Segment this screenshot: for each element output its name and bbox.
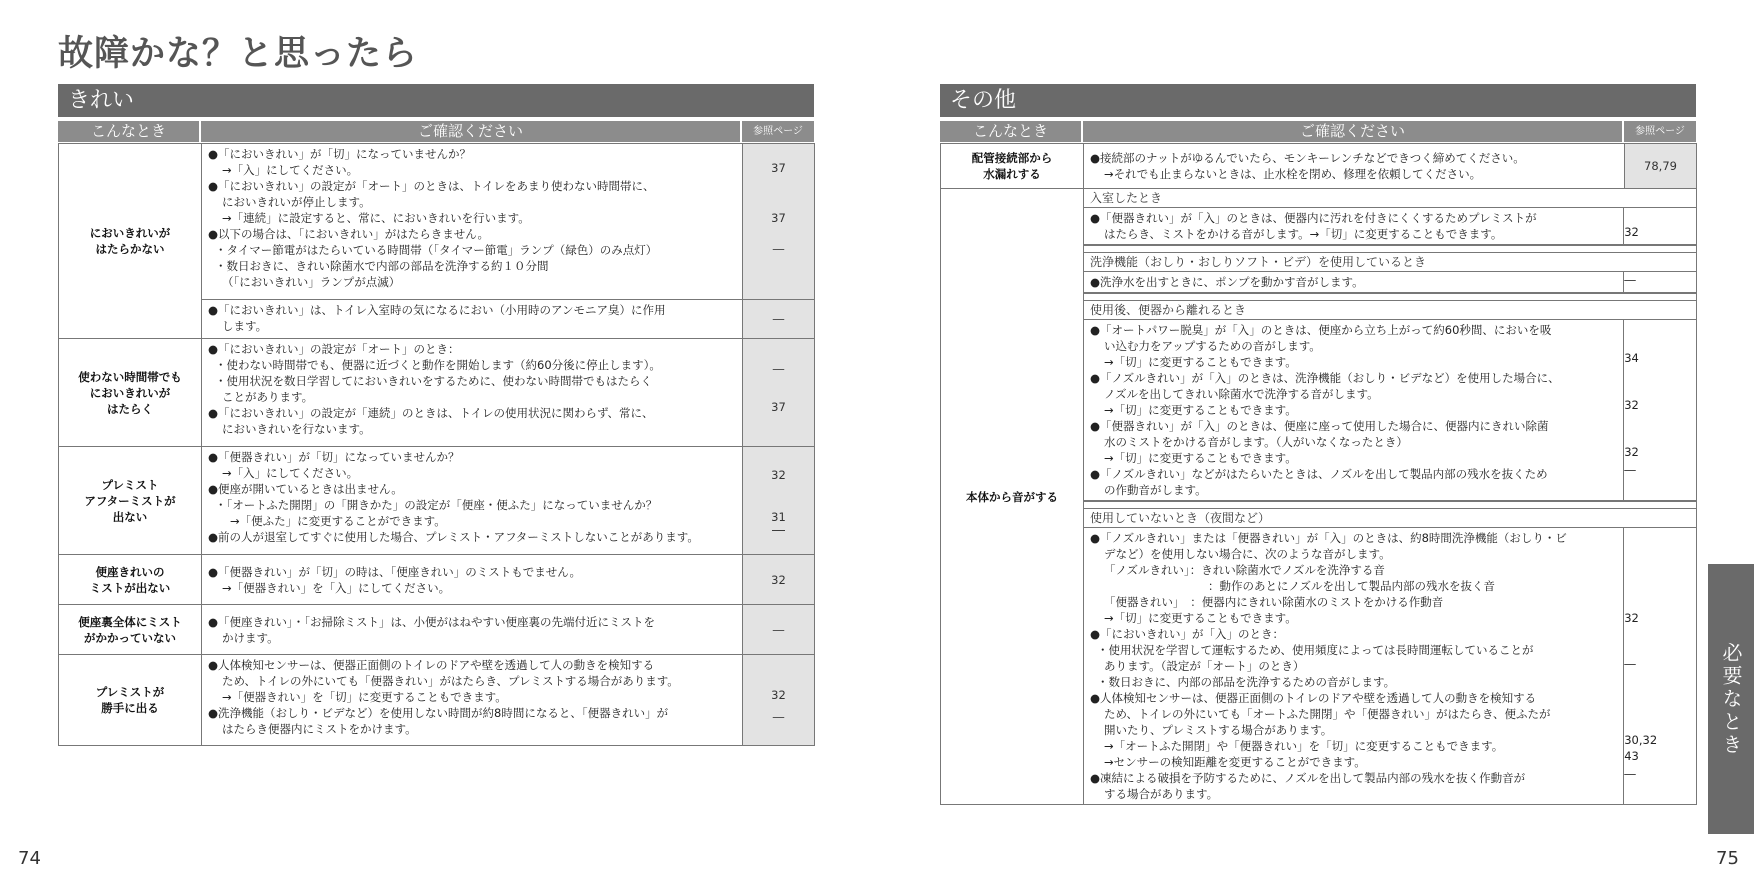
when-cell: プレミストが 勝手に出る	[59, 655, 202, 746]
ref-cell: 37 37 ―	[743, 144, 815, 300]
table-row	[59, 339, 815, 447]
check-cell: ●「においきれい」の設定が「オート」のとき： ・使わない時間帯でも、便器に近づくと動作を開始します（約60分後に停止します）。 ・使用状況を数日学習してにおいきれいをするために、使わない時間帯でもはたらく ことがあります。 ●「においきれい」の設定が「連続」のときは、トイレの使用状況に関わらず、常に、 においきれいを行ないます。	[202, 339, 743, 447]
check-text: ●「ノズルきれい」または「便器きれい」が「入」のときは、約8時間洗浄機能（おしり・ビ デなど）を使用しない場合に、次のような音がします。 「ノズルきれい」：きれい除菌水でノズルを洗浄する音 ：動作のあとにノズルを出して製品内部の残水を抜く音 「便器きれい」 ：便器内にきれい除菌水のミストをかける作動音 →「切」に変更することもできます。 ●「においきれい」が「入」のとき： ・使用状況を学習して運転するため、使用頻度によっては長時間運転していることが あります。（設定が「オート」のとき） ・数日おきに、内部の部品を洗浄するための音がします。 ●人体検知センサーは、便器正面側のトイレのドアや壁を透過して人の動きを検知する ため、トイレの外にいても「オートふた開閉」や「便器きれい」がはたらき、便ふたが 開いたり、プレミストする場合があります。 →「オートふた開閉」や「便器きれい」を「切」に変更することもできます。 →センサーの検知距離を変更することができます。 ●凍結による破損を予防するために、ノズルを出して製品内部の残水を抜く作動音が する場合があります。	[1090, 531, 1567, 801]
subheading: 入室したとき	[1084, 189, 1696, 208]
ref-cell: 78,79	[1625, 144, 1697, 189]
table-row	[941, 189, 1697, 805]
check-cell: ●「においきれい」が「切」になっていませんか？ →「入」にしてください。 ●「においきれい」の設定が「オート」のときは、トイレをあまり使わない時間帯に、 においきれいが停止します。 →「連続」に設定すると、常に、においきれいを行います。 ●以下の場合は、「においきれい」がはたらきません。 ・タイマー節電がはたらいている時間帯（「タイマー節電」ランプ（緑色）のみ点灯） ・数日おきに、きれい除菌水で内部の部品を洗浄する約１０分間 （「においきれい」ランプが点滅）	[202, 144, 743, 300]
ref-cell: 32 ―	[743, 655, 815, 746]
table-row	[59, 605, 815, 655]
page-title: 故障かな？と思ったら	[58, 34, 419, 74]
table-row	[59, 144, 815, 300]
section-header-kirei: きれい	[58, 84, 814, 117]
when-cell: においきれいが はたらかない	[59, 144, 202, 339]
groups-cell	[1084, 189, 1697, 805]
right-table	[940, 143, 1697, 805]
group-body	[1084, 320, 1696, 502]
check-cell: ●「便座きれい」・「お掃除ミスト」は、小便がはねやすい便座裏の先端付近にミストを かけます。	[202, 605, 743, 655]
check-cell: ●接続部のナットがゆるんでいたら、モンキーレンチなどできつく締めてください。 →それでも止まらないときは、止水栓を閉め、修理を依頼してください。	[1084, 144, 1625, 189]
subheading: 使用後、便器から離れるとき	[1084, 300, 1696, 320]
when-cell: プレミスト アフターミストが 出ない	[59, 447, 202, 555]
when-cell: 本体から音がする	[941, 189, 1084, 805]
side-tab: 必要なとき	[1708, 564, 1754, 834]
table-row	[941, 144, 1697, 189]
group-body	[1084, 272, 1696, 294]
group-body	[1084, 208, 1696, 246]
right-column-headers	[940, 121, 1696, 142]
when-cell: 配管接続部から 水漏れする	[941, 144, 1084, 189]
ref-cell: 34 32 32 ―	[1623, 320, 1696, 500]
ref-cell: ―	[743, 300, 815, 339]
table-row	[59, 447, 815, 555]
ref-cell: ―	[743, 605, 815, 655]
ref-cell: ― 37	[743, 339, 815, 447]
ref-cell: 32	[743, 555, 815, 605]
when-cell: 使わない時間帯でも においきれいが はたらく	[59, 339, 202, 447]
ref-cell: 32 31 ―	[743, 447, 815, 555]
check-cell: ●「便器きれい」が「切」の時は、「便座きれい」のミストもでません。 →「便器きれい」を「入」にしてください。	[202, 555, 743, 605]
check-text: ●「便器きれい」が「入」のときは、便器内に汚れを付きにくくするためプレミストが はたらき、ミストをかける音がします。→「切」に変更することもできます。	[1090, 211, 1537, 241]
subheading: 洗浄機能（おしり・おしりソフト・ビデ）を使用しているとき	[1084, 252, 1696, 272]
col-ref: 参照ページ	[1624, 121, 1696, 142]
section-header-sonota: その他	[940, 84, 1696, 117]
table-row	[59, 555, 815, 605]
table-row	[59, 655, 815, 746]
col-when: こんなとき	[940, 121, 1083, 142]
col-when: こんなとき	[58, 121, 201, 142]
col-check: ご確認ください	[201, 121, 742, 142]
group-body	[1084, 528, 1696, 804]
when-cell: 便座裏全体にミスト がかかっていない	[59, 605, 202, 655]
ref-cell: ―	[1623, 272, 1696, 292]
page-number-right: 75	[1716, 848, 1739, 869]
left-table	[58, 143, 815, 746]
ref-cell: 32	[1623, 208, 1696, 244]
when-cell: 便座きれいの ミストが出ない	[59, 555, 202, 605]
check-text: ●洗浄水を出すときに、ポンプを動かす音がします。	[1090, 275, 1364, 289]
page-number-left: 74	[18, 848, 41, 869]
subheading: 使用していないとき（夜間など）	[1084, 508, 1696, 528]
col-check: ご確認ください	[1083, 121, 1624, 142]
check-cell: ●「においきれい」は、トイレ入室時の気になるにおい（小用時のアンモニア臭）に作用 します。	[202, 300, 743, 339]
check-cell: ●「便器きれい」が「切」になっていませんか？ →「入」にしてください。 ●便座が開いているときは出ません。 ・「オートふた開閉」の「開きかた」の設定が「便座・便ふた」になっていませんか？ →「便ふた」に変更することができます。 ●前の人が退室してすぐに使用した場合、プレミスト・アフターミストしないことがあります。	[202, 447, 743, 555]
left-column-headers	[58, 121, 814, 142]
ref-cell: 32 ― 30,32 43 ―	[1623, 528, 1696, 804]
check-text: ●「オートパワー脱臭」が「入」のときは、便座から立ち上がって約60秒間、においを吸 い込む力をアップするための音がします。 →「切」に変更することもできます。 ●「ノズルきれい」が「入」のときは、洗浄機能（おしり・ビデなど）を使用した場合に、 ノズルを出してきれい除菌水で洗浄する音がします。 →「切」に変更することもできます。 ●「便器きれい」が「入」のときは、便座に座って使用した場合に、便器内にきれい除菌 水のミストをかける音がします。（人がいなくなったとき） →「切」に変更することもできます。 ●「ノズルきれい」などがはたらいたときは、ノズルを出して製品内部の残水を抜くため の作動音がします。	[1090, 323, 1560, 497]
check-cell: ●人体検知センサーは、便器正面側のトイレのドアや壁を透過して人の動きを検知する ため、トイレの外にいても「便器きれい」がはたらき、プレミストする場合があります。 →「便器きれい」を「切」に変更することもできます。 ●洗浄機能（おしり・ビデなど）を使用しない時間が約8時間になると、「便器きれい」が はたらき便器内にミストをかけます。	[202, 655, 743, 746]
col-ref: 参照ページ	[742, 121, 814, 142]
